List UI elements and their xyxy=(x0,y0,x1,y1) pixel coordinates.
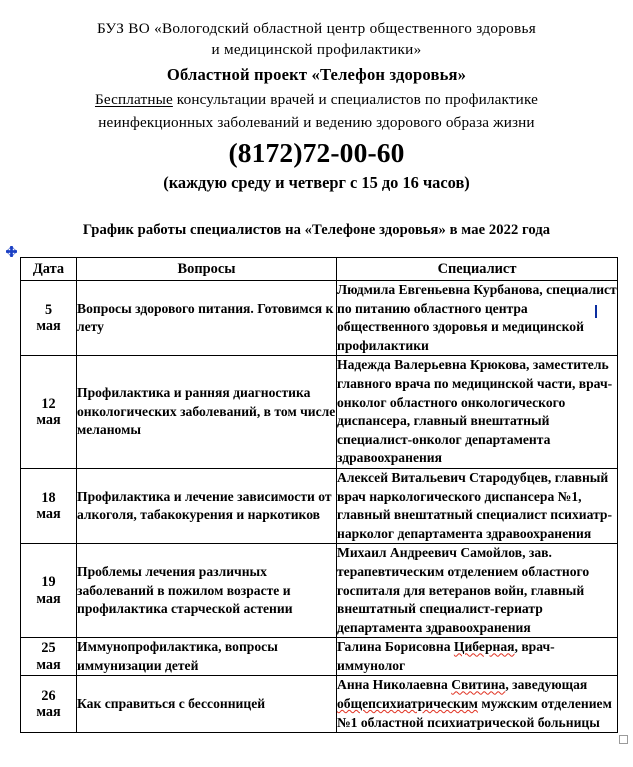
spellcheck-flagged-word: Свитина xyxy=(451,677,506,693)
cell-date xyxy=(21,281,77,356)
cell-date xyxy=(21,356,77,469)
specialist-text: Надежда Валерьевна Крюкова, заместитель главного врача по медицинской части, врач-онколог областного онкологического диспансера, главный внештатный специалист-онколог департамента здравоохранения xyxy=(337,357,613,466)
spellcheck-flagged-word: Циберная xyxy=(453,639,515,655)
cell-specialist xyxy=(337,281,618,356)
cell-date xyxy=(21,468,77,543)
specialist-text: Галина Борисовна xyxy=(337,639,454,655)
schedule-table xyxy=(20,257,618,733)
specialist-text: Михаил Андреевич Самойлов, зав. терапевтическим отделением областного госпиталя для ветеранов войн, главный внештатный специалист-гериатр департамента здравоохранения xyxy=(337,545,590,635)
date-month: мая xyxy=(36,506,61,523)
specialist-text: Анна Николаевна xyxy=(337,677,452,693)
cell-question: Иммунопрофилактика, вопросы иммунизации детей xyxy=(77,638,337,676)
cell-question: Профилактика и ранняя диагностика онкологических заболеваний, в том числе меланомы xyxy=(77,356,337,469)
free-keyword: Бесплатные xyxy=(94,91,173,108)
table-row xyxy=(21,638,618,676)
cell-date xyxy=(21,638,77,676)
column-header-questions: Вопросы xyxy=(77,258,337,281)
free-consultation-line-2: неинфекционных заболеваний и ведению здорового образа жизни xyxy=(98,113,535,131)
cell-specialist xyxy=(337,638,618,676)
schedule-table-body xyxy=(21,281,618,733)
free-consultation-line-1 xyxy=(52,89,581,111)
date-day: 19 xyxy=(41,574,56,591)
schedule-table-wrapper xyxy=(20,257,617,733)
column-header-date: Дата xyxy=(21,258,77,281)
text-caret xyxy=(595,305,597,318)
table-row xyxy=(21,281,618,356)
working-hours: (каждую среду и четверг с 15 до 16 часов) xyxy=(163,173,470,192)
cell-question: Профилактика и лечение зависимости от алкоголя, табакокурения и наркотиков xyxy=(77,468,337,543)
specialist-text: Людмила Евгеньевна Курбанова, специалист по питанию областного центра общественного здоровья и медицинской профилактики xyxy=(337,282,617,353)
specialist-text: Алексей Витальевич Стародубцев, главный врач наркологического диспансера №1, главный внештатный специалист психиатр-нарколог департамента здравоохранения xyxy=(337,469,613,541)
table-row xyxy=(21,544,618,638)
table-row xyxy=(21,356,618,469)
cell-specialist xyxy=(337,544,618,638)
cell-date xyxy=(21,676,77,733)
table-resize-handle-icon[interactable] xyxy=(619,735,628,744)
table-row xyxy=(21,468,618,543)
project-title: Областной проект «Телефон здоровья» xyxy=(166,65,467,84)
phone-number: (8172)72-00-60 xyxy=(228,137,405,168)
date-month: мая xyxy=(36,656,61,673)
organization-line-2: и медицинской профилактики» xyxy=(211,41,422,58)
specialist-text: , врач-иммунолог xyxy=(337,639,555,673)
cell-question: Как справиться с бессонницей xyxy=(77,676,337,733)
free-consultation-rest: консультации врачей и специалистов по профилактике xyxy=(172,91,538,108)
table-header-row xyxy=(21,258,618,281)
date-day: 18 xyxy=(41,489,56,506)
cell-specialist xyxy=(337,356,618,469)
cell-date xyxy=(21,544,77,638)
specialist-text: мужским отделением №1 областной психиатрической больницы xyxy=(337,696,612,730)
date-day: 5 xyxy=(44,301,53,318)
table-row xyxy=(21,676,618,733)
spellcheck-flagged-word: общепсихиатрическим xyxy=(337,696,478,712)
organization-line-1: БУЗ ВО «Вологодский областной центр общественного здоровья xyxy=(96,20,537,37)
cell-specialist xyxy=(337,468,618,543)
column-header-specialist: Специалист xyxy=(337,258,618,281)
date-day: 12 xyxy=(41,395,56,412)
date-day: 25 xyxy=(41,640,56,657)
date-month: мая xyxy=(36,590,61,607)
date-month: мая xyxy=(36,318,61,335)
date-month: мая xyxy=(36,704,61,721)
document-header xyxy=(0,0,633,195)
cell-specialist xyxy=(337,676,618,733)
date-month: мая xyxy=(36,412,61,429)
table-move-handle-icon[interactable] xyxy=(6,246,17,257)
cell-question: Проблемы лечения различных заболеваний в пожилом возрасте и профилактика старческой астении xyxy=(77,544,337,638)
specialist-text: , заведующая xyxy=(505,677,588,693)
schedule-caption: График работы специалистов на «Телефоне здоровья» в мае 2022 года xyxy=(82,222,551,238)
date-day: 26 xyxy=(41,687,56,704)
cell-question: Вопросы здорового питания. Готовимся к лету xyxy=(77,281,337,356)
